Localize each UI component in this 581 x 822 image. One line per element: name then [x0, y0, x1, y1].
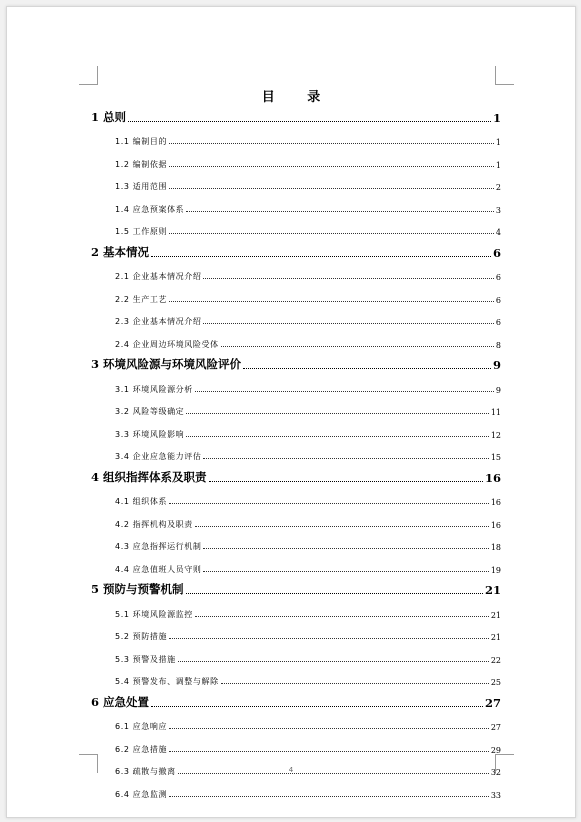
toc-dot-leader — [169, 796, 489, 797]
toc-section-entry[interactable] — [91, 777, 501, 800]
toc-dot-leader — [203, 323, 493, 324]
toc-entry-label: 3.2 风险等级确定 — [115, 407, 185, 416]
toc-entry-page-number: 8 — [495, 340, 501, 350]
toc-dot-leader — [169, 503, 489, 504]
toc-entry-label: 2.3 企业基本情况介绍 — [115, 317, 202, 326]
toc-entry-label: 4.1 组织体系 — [115, 497, 168, 506]
toc-dot-leader — [151, 706, 483, 707]
toc-entry-page-number: 18 — [490, 543, 501, 552]
toc-section-entry[interactable] — [91, 192, 501, 215]
toc-dot-leader — [186, 593, 483, 594]
toc-chapter-entry[interactable] — [91, 237, 501, 260]
toc-dot-leader — [203, 571, 488, 572]
toc-entry-label: 5.2 预防措施 — [115, 632, 168, 641]
toc-section-entry[interactable] — [91, 170, 501, 193]
toc-chapter-entry[interactable] — [91, 350, 501, 373]
toc-entry-page-number: 21 — [490, 610, 501, 620]
toc-dot-leader — [169, 751, 489, 752]
toc-entry-label: 1.2 编制依据 — [115, 159, 168, 169]
toc-entry-page-number: 6 — [495, 318, 501, 327]
toc-entry-page-number: 9 — [492, 358, 501, 372]
toc-entry-page-number: 16 — [490, 498, 501, 507]
toc-section-entry[interactable] — [91, 530, 501, 553]
toc-entry-page-number: 6 — [495, 273, 501, 282]
toc-section-entry[interactable] — [91, 642, 501, 665]
toc-title: 目 录 — [261, 90, 335, 105]
toc-entry-page-number: 4 — [495, 228, 501, 237]
toc-dot-leader — [169, 301, 494, 302]
toc-entry-page-number: 19 — [490, 565, 501, 575]
toc-dot-leader — [203, 278, 493, 279]
toc-dot-leader — [169, 638, 489, 639]
toc-dot-leader — [221, 346, 494, 347]
toc-section-entry[interactable] — [91, 485, 501, 508]
toc-entry-page-number: 2 — [495, 183, 501, 192]
toc-dot-leader — [195, 391, 494, 392]
document-page — [6, 6, 576, 818]
toc-entry-page-number: 16 — [484, 470, 501, 485]
toc-dot-leader — [178, 661, 489, 662]
toc-entry-label: 4.3 应急指挥运行机制 — [115, 542, 202, 551]
toc-entry-label: 3.3 环境风险影响 — [115, 429, 185, 439]
toc-dot-leader — [195, 616, 489, 617]
toc-section-entry[interactable] — [91, 395, 501, 418]
toc-dot-leader — [203, 548, 488, 549]
toc-entry-page-number: 27 — [484, 695, 501, 710]
toc-dot-leader — [243, 368, 491, 369]
toc-entry-label: 1 总则 — [91, 109, 127, 124]
toc-section-entry[interactable] — [91, 552, 501, 575]
footer-page-number: 4 — [288, 766, 294, 774]
toc-entry-page-number: 1 — [492, 110, 501, 125]
toc-section-entry[interactable] — [91, 260, 501, 283]
toc-section-entry[interactable] — [91, 732, 501, 755]
toc-entry-page-number: 6 — [492, 245, 501, 260]
toc-dot-leader — [203, 458, 488, 459]
toc-section-entry[interactable] — [91, 507, 501, 530]
toc-section-entry[interactable] — [91, 620, 501, 643]
table-of-contents — [91, 102, 501, 800]
toc-dot-leader — [169, 188, 494, 189]
toc-chapter-entry[interactable] — [91, 687, 501, 710]
toc-entry-page-number: 21 — [484, 583, 501, 597]
toc-section-entry[interactable] — [91, 147, 501, 170]
toc-section-entry[interactable] — [91, 665, 501, 688]
toc-dot-leader — [186, 211, 494, 212]
toc-entry-page-number: 33 — [490, 790, 501, 800]
toc-dot-leader — [221, 683, 489, 684]
toc-entry-page-number: 9 — [495, 385, 501, 395]
toc-entry-label: 6.2 应急措施 — [115, 744, 168, 754]
toc-entry-label: 5 预防与预警机制 — [91, 582, 184, 596]
toc-dot-leader — [195, 526, 489, 527]
toc-section-entry[interactable] — [91, 305, 501, 328]
toc-entry-page-number: 1 — [495, 138, 501, 147]
toc-section-entry[interactable] — [91, 372, 501, 395]
toc-section-entry[interactable] — [91, 125, 501, 148]
toc-section-entry[interactable] — [91, 327, 501, 350]
toc-entry-page-number: 22 — [490, 655, 501, 665]
toc-entry-page-number: 3 — [495, 205, 501, 215]
toc-entry-label: 4 组织指挥体系及职责 — [91, 469, 207, 484]
toc-entry-label: 5.3 预警及措施 — [115, 654, 176, 664]
toc-dot-leader — [169, 143, 494, 144]
toc-entry-page-number: 1 — [495, 160, 501, 170]
toc-chapter-entry[interactable] — [91, 102, 501, 125]
toc-entry-page-number: 32 — [490, 768, 501, 777]
toc-entry-page-number: 16 — [490, 520, 501, 530]
toc-entry-page-number: 21 — [490, 633, 501, 642]
toc-entry-page-number: 6 — [495, 295, 501, 305]
toc-entry-label: 1.3 适用范围 — [115, 182, 168, 191]
toc-entry-label: 6.1 应急响应 — [115, 722, 168, 731]
toc-entry-label: 6.3 疏散与撤离 — [115, 767, 176, 776]
toc-section-entry[interactable] — [91, 597, 501, 620]
toc-entry-label: 3.4 企业应急能力评估 — [115, 452, 202, 461]
crop-mark-top-right — [495, 66, 514, 85]
toc-section-entry[interactable] — [91, 710, 501, 733]
toc-entry-label: 1.1 编制目的 — [115, 137, 168, 146]
toc-dot-leader — [186, 413, 489, 414]
toc-entry-label: 2 基本情况 — [91, 244, 150, 259]
toc-entry-page-number: 15 — [490, 453, 501, 462]
toc-entry-label: 2.4 企业周边环境风险受体 — [115, 339, 219, 349]
toc-chapter-entry[interactable] — [91, 462, 501, 485]
toc-entry-page-number: 11 — [490, 408, 501, 417]
toc-dot-leader — [169, 166, 494, 167]
toc-chapter-entry[interactable] — [91, 575, 501, 598]
toc-dot-leader — [128, 121, 491, 122]
toc-entry-label: 3 环境风险源与环境风险评价 — [91, 357, 242, 371]
toc-dot-leader — [151, 256, 491, 257]
toc-entry-label: 1.5 工作原则 — [115, 227, 168, 236]
toc-entry-label: 2.2 生产工艺 — [115, 294, 168, 304]
crop-mark-top-left — [79, 66, 98, 85]
toc-dot-leader — [169, 233, 494, 234]
toc-entry-page-number: 12 — [490, 430, 501, 440]
toc-section-entry[interactable] — [91, 282, 501, 305]
toc-entry-label: 1.4 应急预案体系 — [115, 204, 185, 214]
toc-entry-label: 5.1 环境风险源监控 — [115, 609, 193, 619]
toc-dot-leader — [169, 728, 489, 729]
toc-entry-page-number: 29 — [490, 745, 501, 755]
toc-entry-label: 3.1 环境风险源分析 — [115, 384, 193, 394]
toc-entry-label: 6.4 应急监测 — [115, 789, 168, 799]
toc-entry-page-number: 27 — [490, 723, 501, 732]
toc-entry-page-number: 25 — [490, 678, 501, 687]
toc-entry-label: 4.4 应急值班人员守则 — [115, 564, 202, 574]
toc-entry-label: 4.2 指挥机构及职责 — [115, 519, 193, 529]
toc-entry-label: 2.1 企业基本情况介绍 — [115, 272, 202, 281]
toc-section-entry[interactable] — [91, 440, 501, 463]
toc-section-entry[interactable] — [91, 215, 501, 238]
toc-dot-leader — [209, 481, 483, 482]
toc-entry-label: 6 应急处置 — [91, 694, 150, 709]
toc-section-entry[interactable] — [91, 417, 501, 440]
toc-entry-label: 5.4 预警发布、调整与解除 — [115, 677, 219, 686]
toc-dot-leader — [186, 436, 489, 437]
